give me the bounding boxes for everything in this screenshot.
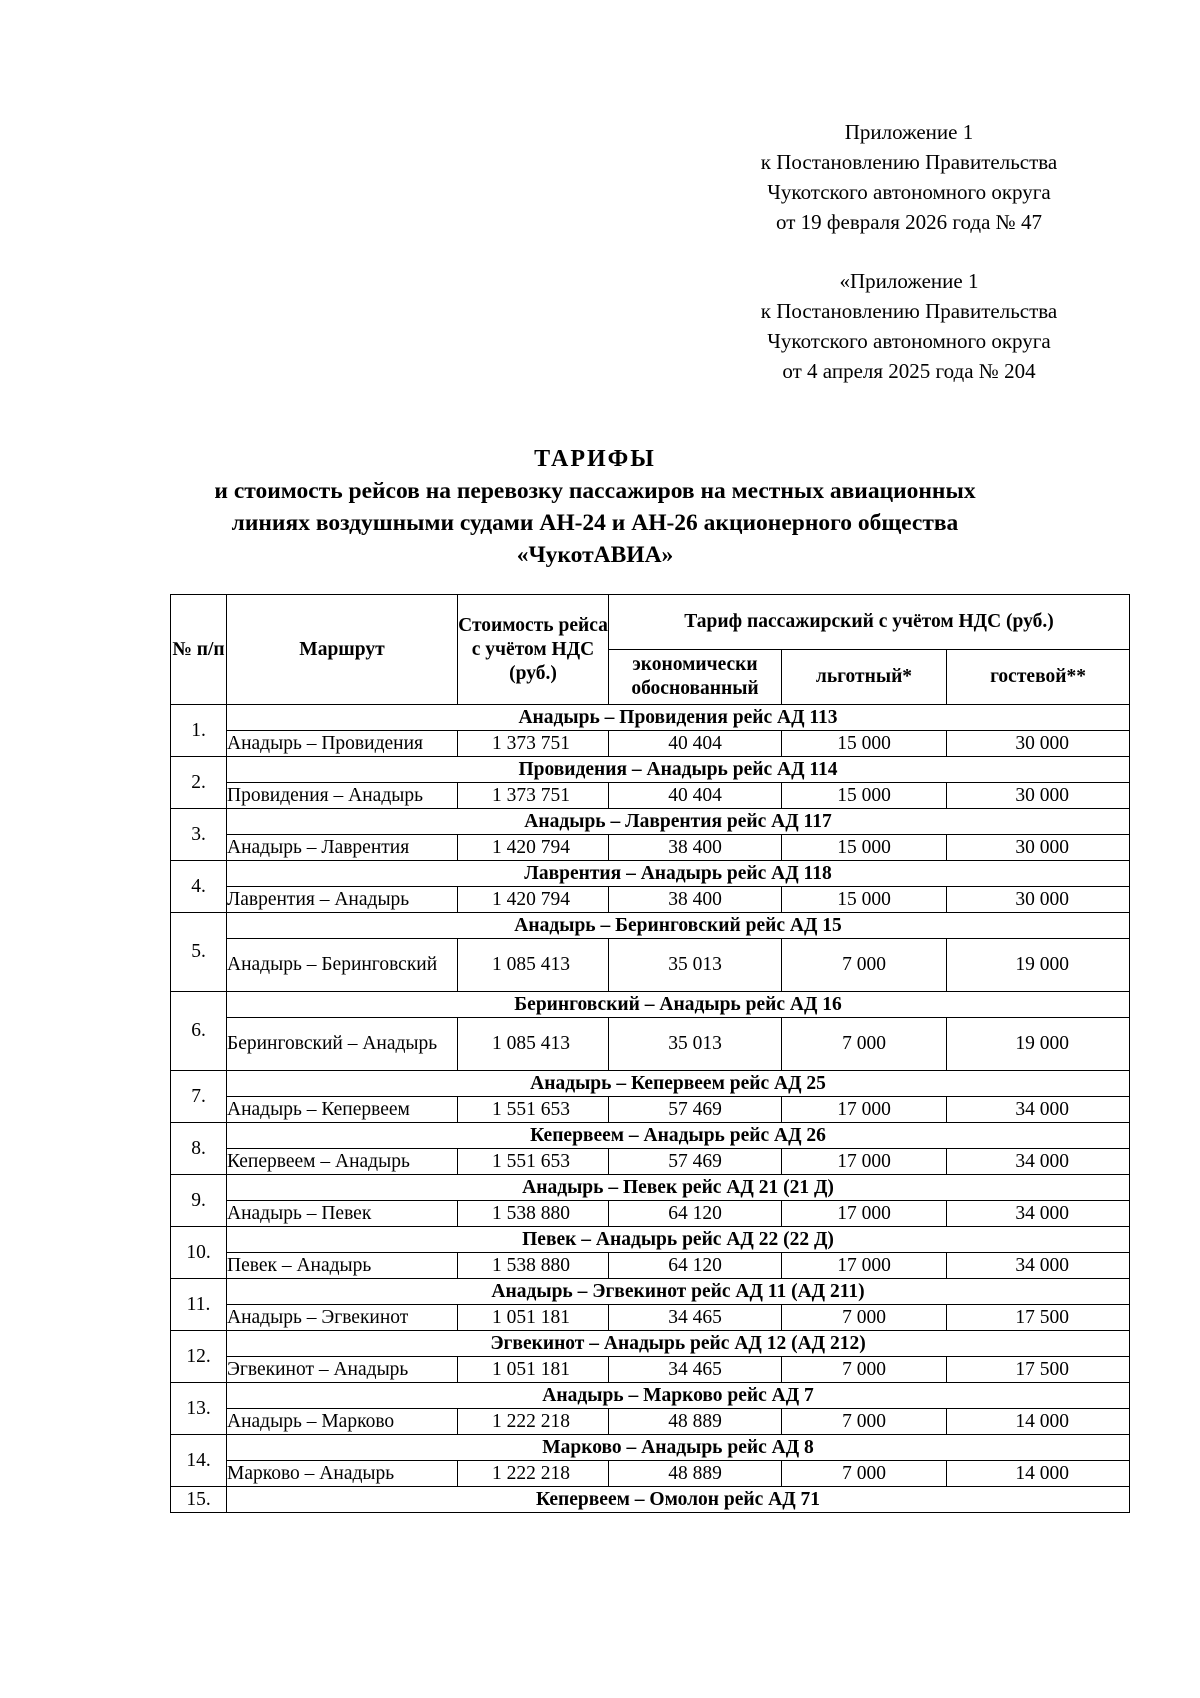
route-cell: Беринговский – Анадырь [227,1018,458,1071]
header-guest: гостевой** [947,650,1130,705]
flight-header-row [171,1175,1130,1201]
table-row [171,1097,1130,1123]
header-preferential: льготный* [782,650,947,705]
guest-cell: 17 500 [947,1305,1130,1331]
cost-cell: 1 538 880 [458,1253,609,1279]
appendix-line: Приложение 1 [844,120,974,144]
flight-header-row [171,757,1130,783]
cost-cell: 1 373 751 [458,783,609,809]
header-num: № п/п [171,595,227,705]
route-cell: Марково – Анадырь [227,1461,458,1487]
cost-cell: 1 551 653 [458,1149,609,1175]
table-row [171,835,1130,861]
route-cell: Эгвекинот – Анадырь [227,1357,458,1383]
flight-title: Беринговский – Анадырь рейс АД 16 [227,992,1130,1018]
economic-cell: 64 120 [609,1253,782,1279]
route-cell: Анадырь – Беринговский [227,939,458,992]
cost-cell: 1 222 218 [458,1461,609,1487]
flight-title: Анадырь – Эгвекинот рейс АД 11 (АД 211) [227,1279,1130,1305]
economic-cell: 40 404 [609,731,782,757]
row-number: 3. [171,809,227,861]
flight-title: Кепервеем – Анадырь рейс АД 26 [227,1123,1130,1149]
row-number: 5. [171,913,227,992]
flight-header-row [171,861,1130,887]
row-number: 11. [171,1279,227,1331]
guest-cell: 30 000 [947,887,1130,913]
table-row [171,1409,1130,1435]
route-cell: Анадырь – Провидения [227,731,458,757]
economic-cell: 57 469 [609,1149,782,1175]
economic-cell: 64 120 [609,1201,782,1227]
cost-cell: 1 085 413 [458,939,609,992]
economic-cell: 34 465 [609,1357,782,1383]
preferential-cell: 15 000 [782,887,947,913]
flight-header-row [171,1331,1130,1357]
preferential-cell: 17 000 [782,1201,947,1227]
guest-cell: 14 000 [947,1461,1130,1487]
table-row [171,1018,1130,1071]
economic-cell: 40 404 [609,783,782,809]
economic-cell: 35 013 [609,1018,782,1071]
title-line: линиях воздушными судами АН-24 и АН-26 акционерного общества [231,510,959,536]
preferential-cell: 17 000 [782,1253,947,1279]
preferential-cell: 7 000 [782,1018,947,1071]
header-economic: экономически обоснованный [609,650,782,705]
title-main: ТАРИФЫ [534,446,656,472]
flight-header-row [171,1071,1130,1097]
flight-header-row [171,1435,1130,1461]
flight-header-row [171,1487,1130,1513]
preferential-cell: 15 000 [782,783,947,809]
row-number: 4. [171,861,227,913]
preferential-cell: 7 000 [782,1357,947,1383]
appendix-line: «Приложение 1 [839,269,979,293]
guest-cell: 34 000 [947,1149,1130,1175]
appendix-line: от 19 февраля 2026 года № 47 [776,210,1042,234]
cost-cell: 1 538 880 [458,1201,609,1227]
cost-cell: 1 051 181 [458,1357,609,1383]
route-cell: Кепервеем – Анадырь [227,1149,458,1175]
economic-cell: 57 469 [609,1097,782,1123]
table-row [171,1201,1130,1227]
header-cost: Стоимость рейса с учётом НДС (руб.) [458,595,609,705]
guest-cell: 17 500 [947,1357,1130,1383]
route-cell: Лаврентия – Анадырь [227,887,458,913]
guest-cell: 34 000 [947,1097,1130,1123]
tariffs-table [170,594,1130,1513]
flight-title: Анадырь – Лаврентия рейс АД 117 [227,809,1130,835]
row-number: 9. [171,1175,227,1227]
flight-title: Марково – Анадырь рейс АД 8 [227,1435,1130,1461]
table-row [171,1305,1130,1331]
row-number: 10. [171,1227,227,1279]
guest-cell: 34 000 [947,1253,1130,1279]
table-row [171,1253,1130,1279]
flight-header-row [171,992,1130,1018]
flight-header-row [171,1227,1130,1253]
appendix-line: к Постановлению Правительства [760,299,1058,323]
table-row [171,887,1130,913]
preferential-cell: 7 000 [782,1409,947,1435]
header-route: Маршрут [227,595,458,705]
flight-header-row [171,913,1130,939]
table-row [171,1461,1130,1487]
economic-cell: 38 400 [609,835,782,861]
route-cell: Анадырь – Эгвекинот [227,1305,458,1331]
flight-title: Анадырь – Кепервеем рейс АД 25 [227,1071,1130,1097]
preferential-cell: 15 000 [782,731,947,757]
preferential-cell: 17 000 [782,1149,947,1175]
guest-cell: 34 000 [947,1201,1130,1227]
cost-cell: 1 222 218 [458,1409,609,1435]
flight-title: Анадырь – Марково рейс АД 7 [227,1383,1130,1409]
preferential-cell: 7 000 [782,1461,947,1487]
header-tariff: Тариф пассажирский с учётом НДС (руб.) [609,595,1130,650]
preferential-cell: 17 000 [782,1097,947,1123]
table-row [171,783,1130,809]
appendix-line: к Постановлению Правительства [760,150,1058,174]
row-number: 1. [171,705,227,757]
table-row [171,939,1130,992]
cost-cell: 1 420 794 [458,887,609,913]
cost-cell: 1 420 794 [458,835,609,861]
preferential-cell: 7 000 [782,1305,947,1331]
row-number: 14. [171,1435,227,1487]
flight-header-row [171,1279,1130,1305]
flight-header-row [171,809,1130,835]
title-line: и стоимость рейсов на перевозку пассажиров на местных авиационных [214,478,976,504]
row-number: 15. [171,1487,227,1513]
guest-cell: 19 000 [947,1018,1130,1071]
guest-cell: 19 000 [947,939,1130,992]
cost-cell: 1 551 653 [458,1097,609,1123]
economic-cell: 35 013 [609,939,782,992]
flight-header-row [171,705,1130,731]
tariffs-body [171,705,1130,1513]
preferential-cell: 7 000 [782,939,947,992]
appendix-header-current [700,117,1118,237]
title-line: «ЧукотАВИА» [516,542,674,568]
cost-cell: 1 373 751 [458,731,609,757]
appendix-header-previous [700,266,1118,386]
row-number: 8. [171,1123,227,1175]
row-number: 2. [171,757,227,809]
guest-cell: 14 000 [947,1409,1130,1435]
table-row [171,1149,1130,1175]
row-number: 13. [171,1383,227,1435]
economic-cell: 38 400 [609,887,782,913]
row-number: 7. [171,1071,227,1123]
flight-title: Кепервеем – Омолон рейс АД 71 [227,1487,1130,1513]
table-row [171,731,1130,757]
flight-header-row [171,1123,1130,1149]
route-cell: Анадырь – Лаврентия [227,835,458,861]
route-cell: Певек – Анадырь [227,1253,458,1279]
guest-cell: 30 000 [947,835,1130,861]
flight-title: Лаврентия – Анадырь рейс АД 118 [227,861,1130,887]
flight-header-row [171,1383,1130,1409]
document-title [150,443,1040,571]
economic-cell: 48 889 [609,1461,782,1487]
flight-title: Эгвекинот – Анадырь рейс АД 12 (АД 212) [227,1331,1130,1357]
guest-cell: 30 000 [947,731,1130,757]
flight-title: Анадырь – Певек рейс АД 21 (21 Д) [227,1175,1130,1201]
flight-title: Анадырь – Беринговский рейс АД 15 [227,913,1130,939]
row-number: 6. [171,992,227,1071]
economic-cell: 48 889 [609,1409,782,1435]
route-cell: Анадырь – Певек [227,1201,458,1227]
cost-cell: 1 085 413 [458,1018,609,1071]
cost-cell: 1 051 181 [458,1305,609,1331]
preferential-cell: 15 000 [782,835,947,861]
flight-title: Певек – Анадырь рейс АД 22 (22 Д) [227,1227,1130,1253]
route-cell: Провидения – Анадырь [227,783,458,809]
flight-title: Анадырь – Провидения рейс АД 113 [227,705,1130,731]
economic-cell: 34 465 [609,1305,782,1331]
row-number: 12. [171,1331,227,1383]
appendix-line: Чукотского автономного округа [767,329,1051,353]
flight-title: Провидения – Анадырь рейс АД 114 [227,757,1130,783]
guest-cell: 30 000 [947,783,1130,809]
appendix-line: Чукотского автономного округа [767,180,1051,204]
route-cell: Анадырь – Кепервеем [227,1097,458,1123]
route-cell: Анадырь – Марково [227,1409,458,1435]
appendix-line: от 4 апреля 2025 года № 204 [782,359,1036,383]
table-row [171,1357,1130,1383]
